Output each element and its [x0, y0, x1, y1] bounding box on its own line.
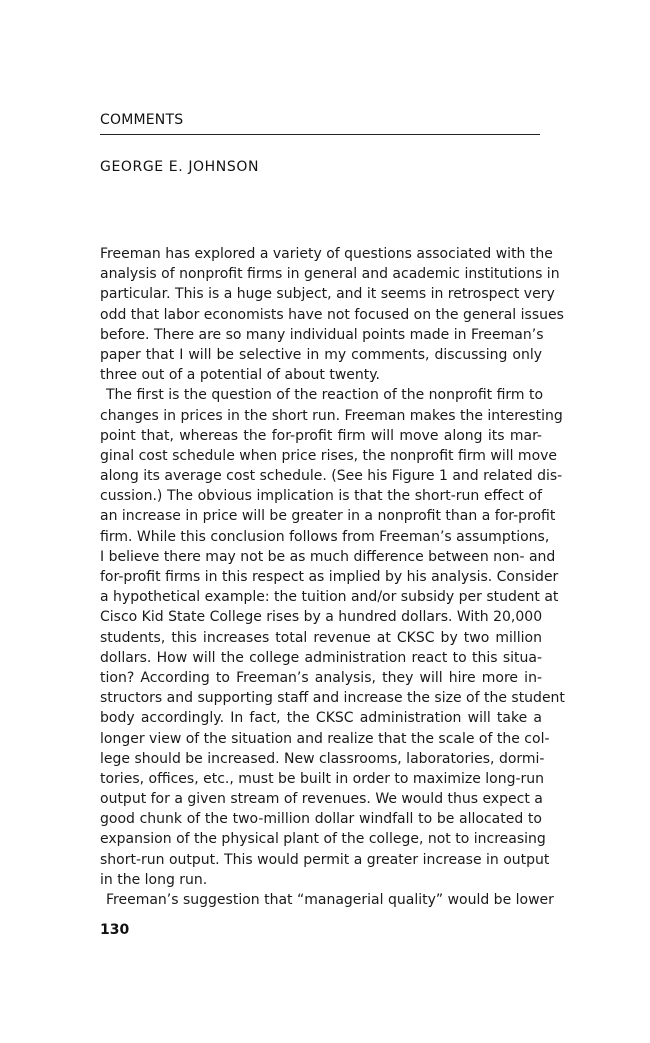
author-name: GEORGE E. JOHNSON	[100, 159, 260, 175]
text-line: particular. This is a huge subject, and it seems in retrospect very	[100, 286, 555, 303]
text-line: ginal cost schedule when price rises, the nonprofit firm will move	[100, 447, 558, 464]
text-line: Freeman has explored a variety of questions associated with the	[100, 246, 553, 262]
text-line: tion? According to Freeman’s analysis, they will hire more in-	[100, 669, 542, 686]
text-line: odd that labor economists have not focused on the general issues	[100, 306, 564, 323]
text-line: dollars. How will the college administration react to this situa-	[100, 649, 542, 666]
heading-rule	[100, 134, 540, 135]
text-line: output for a given stream of revenues. We would thus expect a	[100, 791, 543, 808]
text-line: paper that I will be selective in my comments, discussing only	[100, 346, 542, 363]
paragraph	[100, 244, 564, 385]
section-heading: COMMENTS	[100, 112, 184, 128]
text-line: before. There are so many individual points made in Freeman’s	[100, 326, 544, 343]
text-line: students, this increases total revenue at CKSC by two million	[100, 629, 542, 646]
page-number: 130	[100, 922, 130, 938]
text-line: good chunk of the two-million dollar windfall to be allocated to	[100, 811, 542, 828]
text-line: for-profit firms in this respect as implied by his analysis. Consider	[100, 569, 559, 585]
body-text	[100, 244, 565, 910]
text-line: cussion.) The obvious implication is that the short-run effect of	[100, 488, 542, 505]
text-line: The first is the question of the reaction of the nonprofit firm to	[106, 387, 544, 404]
text-line: body accordingly. In fact, the CKSC administration will take a	[100, 710, 542, 727]
text-line: changes in prices in the short run. Freeman makes the interesting	[100, 407, 563, 424]
text-line: three out of a potential of about twenty.	[100, 367, 381, 384]
text-line: lege should be increased. New classrooms, laboratories, dormi-	[100, 750, 545, 767]
text-line: short-run output. This would permit a greater increase in output	[100, 851, 550, 868]
text-line: point that, whereas the for-profit firm will move along its mar-	[100, 427, 542, 444]
text-line: a hypothetical example: the tuition and/or subsidy per student at	[100, 589, 559, 606]
paragraph	[100, 385, 565, 890]
text-line: longer view of the situation and realize that the scale of the col-	[100, 730, 550, 747]
text-line: an increase in price will be greater in a nonprofit than a for-profit	[100, 508, 556, 525]
text-line: tories, offices, etc., must be built in order to maximize long-run	[100, 770, 545, 787]
paragraph	[100, 890, 554, 910]
text-line: I believe there may not be as much difference between non- and	[100, 548, 556, 565]
text-line: analysis of nonprofit firms in general and academic institutions in	[100, 266, 560, 283]
text-line: along its average cost schedule. (See his Figure 1 and related dis-	[100, 468, 563, 485]
text-line: expansion of the physical plant of the college, not to increasing	[100, 831, 546, 848]
text-line: structors and supporting staff and increase the size of the student	[100, 690, 565, 707]
text-line: Cisco Kid State College rises by a hundred dollars. With 20,000	[100, 609, 543, 626]
text-line: in the long run.	[100, 871, 208, 888]
text-line: firm. While this conclusion follows from Freeman’s assumptions,	[100, 528, 550, 545]
text-line: Freeman’s suggestion that “managerial quality” would be lower	[106, 892, 554, 908]
